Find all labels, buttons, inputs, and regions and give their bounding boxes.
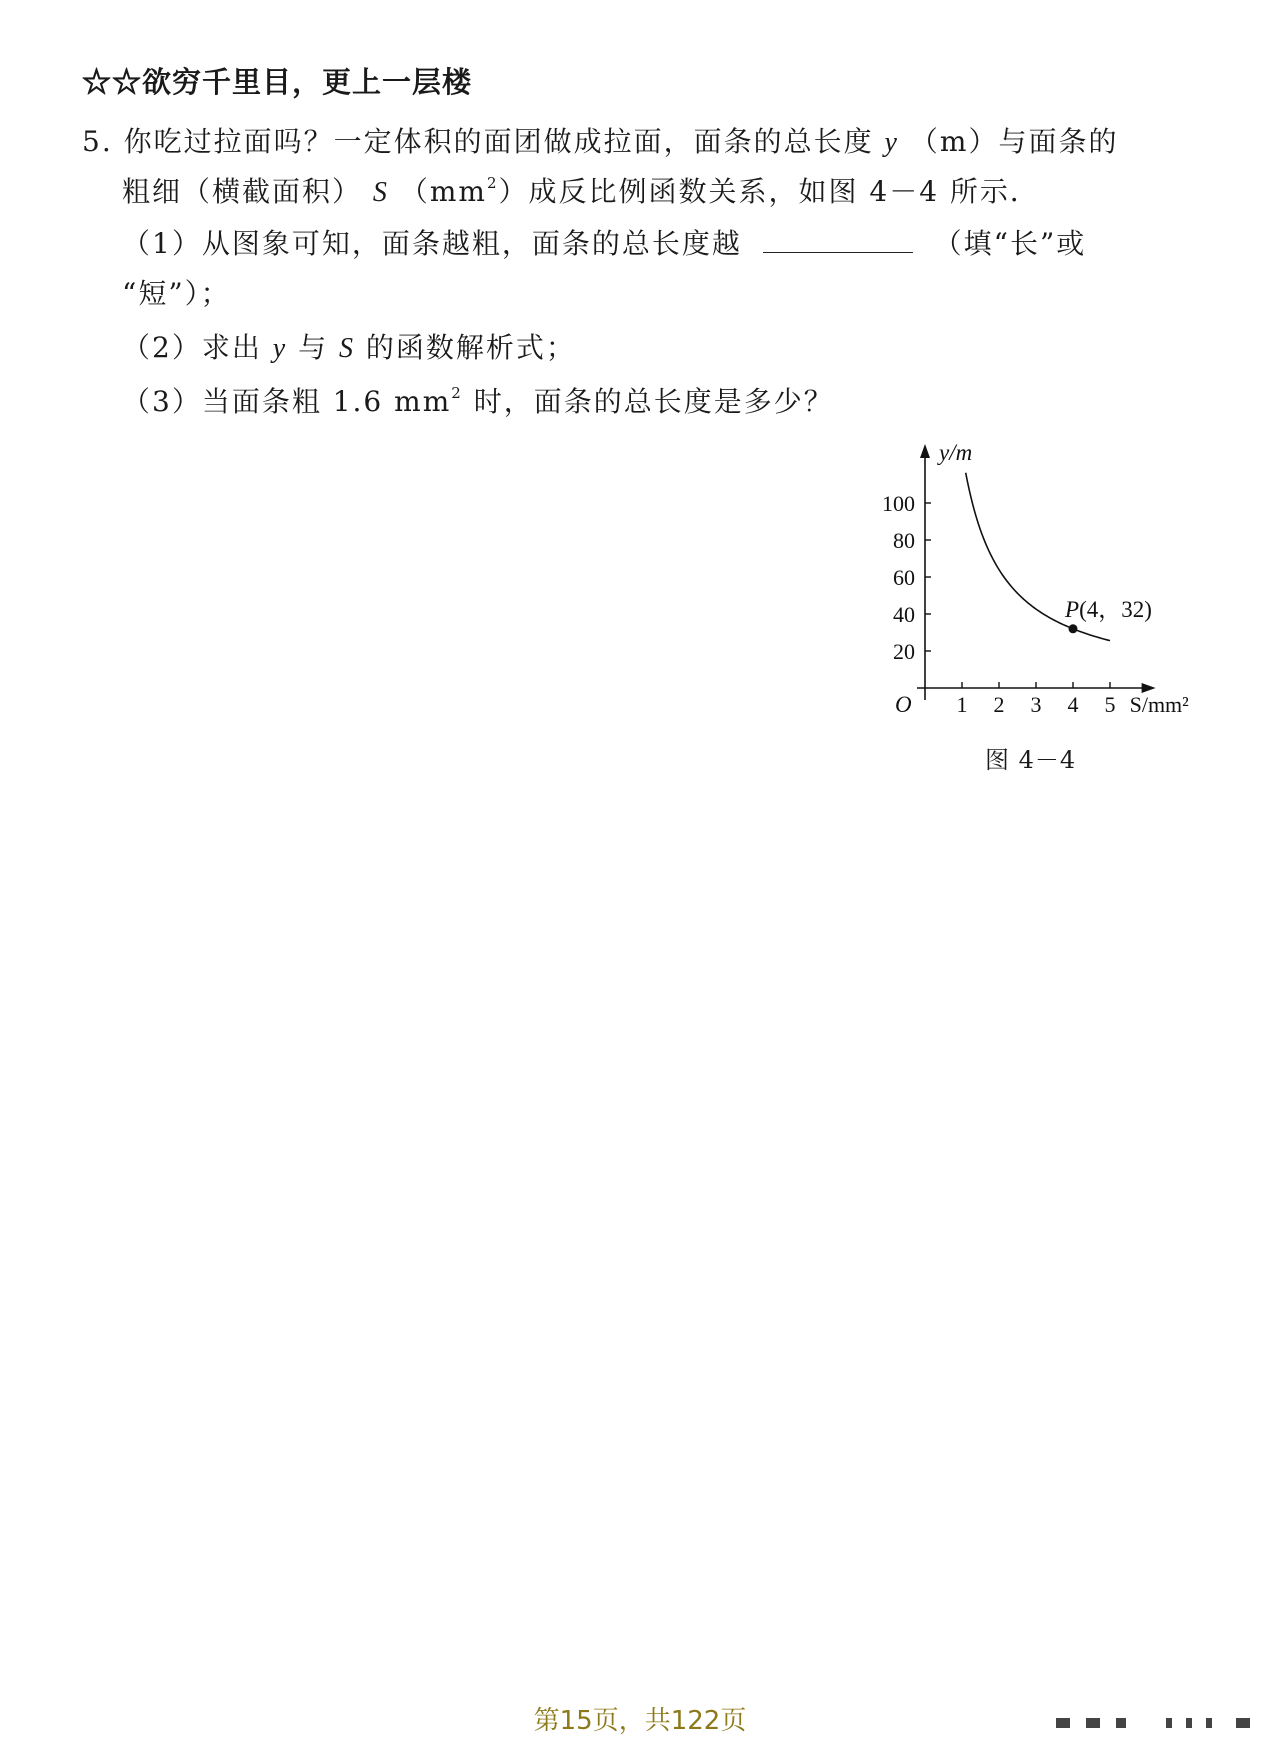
question-1-text-c: “短”）； <box>122 277 231 310</box>
problem-line-1 <box>82 120 1118 160</box>
y-tick-label: 20 <box>893 639 915 664</box>
question-3 <box>122 380 834 420</box>
y-tick-label: 60 <box>893 565 915 590</box>
var-y: y <box>272 333 288 364</box>
question-1-continued <box>122 272 231 312</box>
question-1-text-b: （填“长”或 <box>933 227 1087 260</box>
problem-text-2a: 粗细（横截面积） <box>122 175 363 208</box>
point-p-label: P(4，32) <box>1065 596 1152 622</box>
y-tick-label: 100 <box>882 491 915 516</box>
problem-text-1a: 你吃过拉面吗？一定体积的面团做成拉面，面条的总长度 <box>123 125 874 158</box>
problem-text-2b: （mm <box>399 175 487 208</box>
y-tick-label: 80 <box>893 528 915 553</box>
x-axis-label: S/mm² <box>1129 692 1189 717</box>
x-tick-label: 2 <box>993 692 1005 717</box>
problem-number: 5. <box>82 125 113 158</box>
superscript: 2 <box>486 173 499 192</box>
y-axis-label: y/m <box>939 440 973 465</box>
answer-blank[interactable] <box>763 230 913 253</box>
y-axis-arrow <box>920 444 930 458</box>
page-footer: 第15页，共122页 <box>533 1706 747 1736</box>
scan-edge-marks-icon <box>1056 1716 1256 1730</box>
question-2-text-a: （2）求出 <box>122 331 262 364</box>
origin-label: O <box>895 692 912 717</box>
x-tick-label: 1 <box>956 692 968 717</box>
question-3-text-b: 时，面条的总长度是多少？ <box>473 385 834 418</box>
var-s: S <box>339 333 355 364</box>
problem-line-2 <box>122 170 1040 210</box>
x-tick-label: 4 <box>1067 692 1079 717</box>
section-heading: ☆☆欲穷千里目，更上一层楼 <box>82 65 473 99</box>
y-tick-label: 40 <box>893 602 915 627</box>
x-tick-label: 3 <box>1030 692 1042 717</box>
var-s: S <box>372 177 389 208</box>
inverse-proportion-chart <box>860 438 1220 728</box>
question-2 <box>122 326 576 366</box>
figure-caption: 图 4－4 <box>985 746 1077 774</box>
problem-text-2c: ）成反比例函数关系，如图 4－4 所示． <box>498 175 1040 208</box>
question-2-text-b: 与 <box>298 331 329 364</box>
question-2-text-c: 的函数解析式； <box>365 331 576 364</box>
var-y: y <box>884 127 899 158</box>
chart-axes <box>917 444 1156 700</box>
problem-text-1b: （m）与面条的 <box>909 125 1119 158</box>
question-3-text-a: （3）当面条粗 1.6 mm <box>122 385 452 418</box>
question-1 <box>122 222 1086 262</box>
x-tick-label: 5 <box>1104 692 1116 717</box>
chart-labels <box>895 440 1189 717</box>
point-p-marker <box>1069 624 1078 633</box>
superscript: 2 <box>451 383 463 402</box>
question-1-text-a: （1）从图象可知，面条越粗，面条的总长度越 <box>122 227 742 260</box>
